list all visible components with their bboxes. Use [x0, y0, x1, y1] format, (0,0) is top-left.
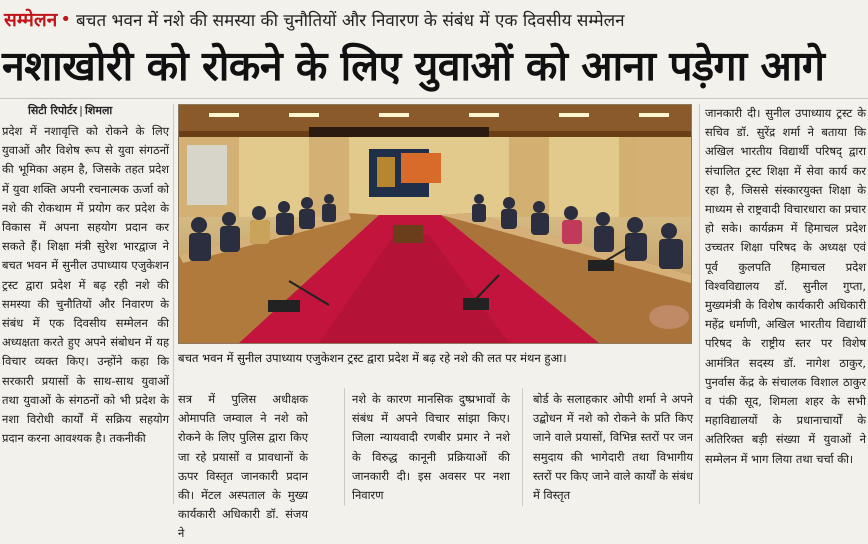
- article-column-3: नशे के कारण मानसिक दुष्प्रभावों के संबंध में अपने विचार सांझा किए। जिला न्यायवादी रणबीर प्रमार ने नशे के विरुद्ध कानूनी प्रक्रियाओं की जानकारी दी। इस अवसर पर नशा निवारण: [352, 392, 510, 503]
- kicker: [4, 4, 864, 34]
- event-photo: [178, 104, 692, 344]
- main-headline: नशाखोरी को रोकने के लिए युवाओं को आना पड़ेगा आगे: [2, 42, 825, 90]
- photo-caption: बचत भवन में सुनील उपाध्याय एजुकेशन ट्रस्ट द्वारा प्रदेश में बढ़ रहे नशे की लत पर मंथन हुआ।: [178, 351, 567, 365]
- article-column-2: सत्र में पुलिस अधीक्षक ओमापति जम्वाल ने नशे को रोकने के लिए पुलिस द्वारा किए जा रहे प्रयासों व प्रावधानों के ऊपर विस्तृत जानकारी प्रदान की। मेंटल अस्पताल के मुख्य कार्यकारी अधिकारी डॉ. संजय ने: [178, 392, 308, 541]
- section-tag: सम्मेलन: [4, 9, 58, 31]
- column-divider: [522, 388, 523, 506]
- sub-headline: बचत भवन में नशे की समस्या की चुनौतियों और निवारण के संबंध में एक दिवसीय सम्मेलन: [75, 10, 625, 31]
- column-divider: [699, 104, 700, 504]
- column-divider: [344, 388, 345, 506]
- column-divider: [173, 104, 174, 504]
- article-column-4: बोर्ड के सलाहकार ओपी शर्मा ने अपने उद्बोधन में नशे को रोकने के प्रति किए जाने वाले प्रयासों, विभिन्न स्तरों पर जन समुदाय की भागेदारी तथा विभागीय स्तरों पर किए जाने वाले कार्यों के संबंध में विस्तृत: [533, 392, 693, 503]
- byline-separator: |: [79, 104, 84, 117]
- dateline-location: शिमला: [85, 104, 113, 117]
- article-column-1: प्रदेश में नशावृत्ति को रोकने के लिए युवाओं और विशेष रूप से युवा संगठनों की भूमिका अहम है, जिसके तहत प्रदेश में युवा शक्ति अपनी रचनात्मक ऊर्जा को नशे की रोकथाम में प्रयोग कर प्रदेश के विकास में अपना सहयोग प्रदान कर सकते हैं। शिक्षा मंत्री सुरेश भारद्वाज ने बचत भवन में सुनील उपाध्याय एजुकेशन ट्रस्ट द्वारा प्रदेश में बढ़ रही नशे की समस्या की चुनौतियों और निवारण के संबंध में एक दिवसीय सम्मेलन की अध्यक्षता करते हुए अपने संबोधन में यह विचार व्यक्त किए। उन्होंने कहा कि सरकारी प्रयासों के साथ-साथ युवाओं तथा युवाओं के संगठनों को भी प्रदेश के नशा विरोधी कार्यों में सक्रिय सहयोग प्रदान करना आवश्यक है। तकनीकी: [2, 124, 169, 446]
- article-column-5: जानकारी दी। सुनील उपाध्याय ट्रस्ट के सचिव डॉ. सुरेंद्र शर्मा ने बताया कि अखिल भारतीय विद्यार्थी परिषद् द्वारा संचालित ट्रस्ट शिक्षा में सेवा कार्य कर रहा है, जिससे संस्कारयुक्त शिक्षा के माध्यम से राष्ट्रवादी विचारधारा का प्रचार हो सके। कार्यक्रम में हिमाचल प्रदेश उच्चतर शिक्षा परिषद के अध्यक्ष एवं पूर्व कुलपति हिमाचल प्रदेश विश्वविद्यालय डॉ. सुनील गुप्ता, मुख्यमंत्री के विशेष कार्यकारी अधिकारी महेंद्र धर्माणी, अखिल भारतीय विद्यार्थी परिषद के राष्ट्रीय स्तर पर विशेष आमंत्रित सदस्य डॉ. नागेश ठाकुर, पुनर्वास केंद्र के संचालक विशाल ठाकुर व पंकी सूद, शिमला शहर के सभी महाविद्यालयों के प्रधानाचार्यों के अतिरिक्त बड़ी संख्या में युवाओं ने सम्मेलन में भाग लिया तथा चर्चा की।: [705, 106, 866, 466]
- bullet-icon: •: [60, 8, 71, 30]
- byline: [28, 103, 112, 118]
- divider: [0, 98, 868, 99]
- reporter-name: सिटी रिपोर्टर: [28, 104, 77, 117]
